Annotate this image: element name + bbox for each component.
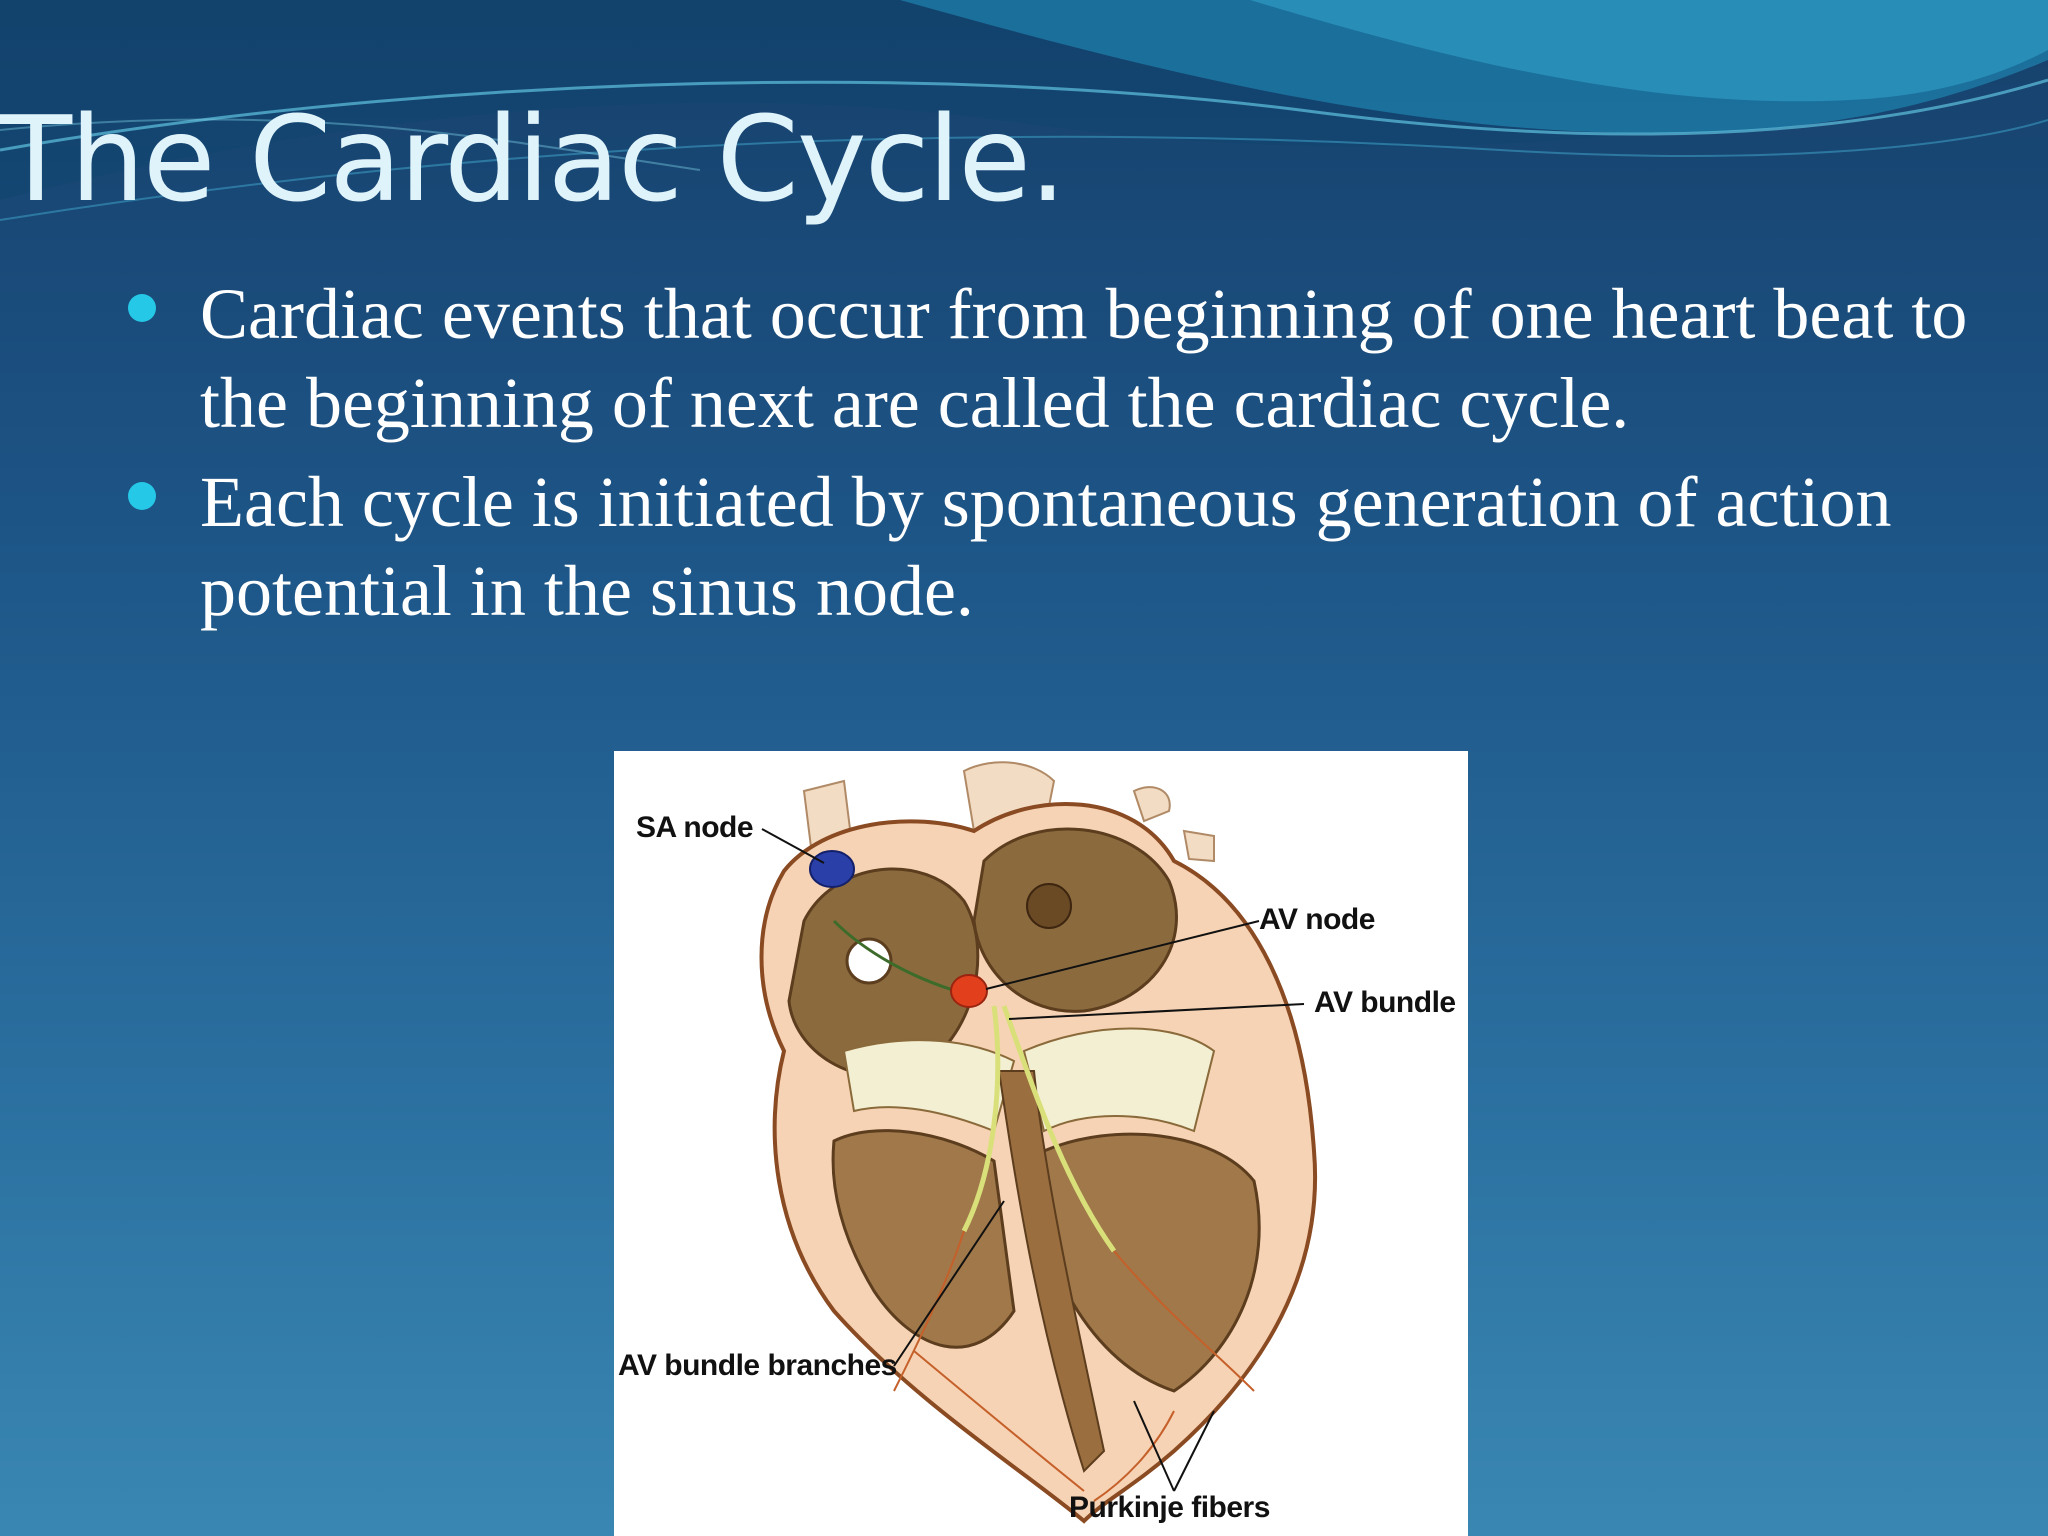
label-purkinje-fibers: Purkinje fibers	[1069, 1491, 1270, 1524]
bullet-item	[120, 458, 2000, 636]
bullet-text: Each cycle is initiated by spontaneous generation of action potential in the sinus node.	[200, 462, 1892, 631]
label-av-node: AV node	[1259, 903, 1375, 936]
bullet-item	[120, 270, 2000, 448]
label-av-bundle-branches: AV bundle branches	[618, 1349, 897, 1382]
bullet-dot-icon	[128, 482, 156, 510]
heart-illustration	[614, 751, 1468, 1536]
label-av-bundle: AV bundle	[1314, 986, 1456, 1019]
slide-title: The Cardiac Cycle.	[0, 90, 1065, 228]
bullet-dot-icon	[128, 294, 156, 322]
label-sa-node: SA node	[636, 811, 754, 844]
bullet-list	[120, 270, 2000, 646]
heart-conduction-figure	[614, 751, 1468, 1536]
bullet-text: Cardiac events that occur from beginning of one heart beat to the beginning of next are called the cardiac cycle.	[200, 274, 1968, 443]
